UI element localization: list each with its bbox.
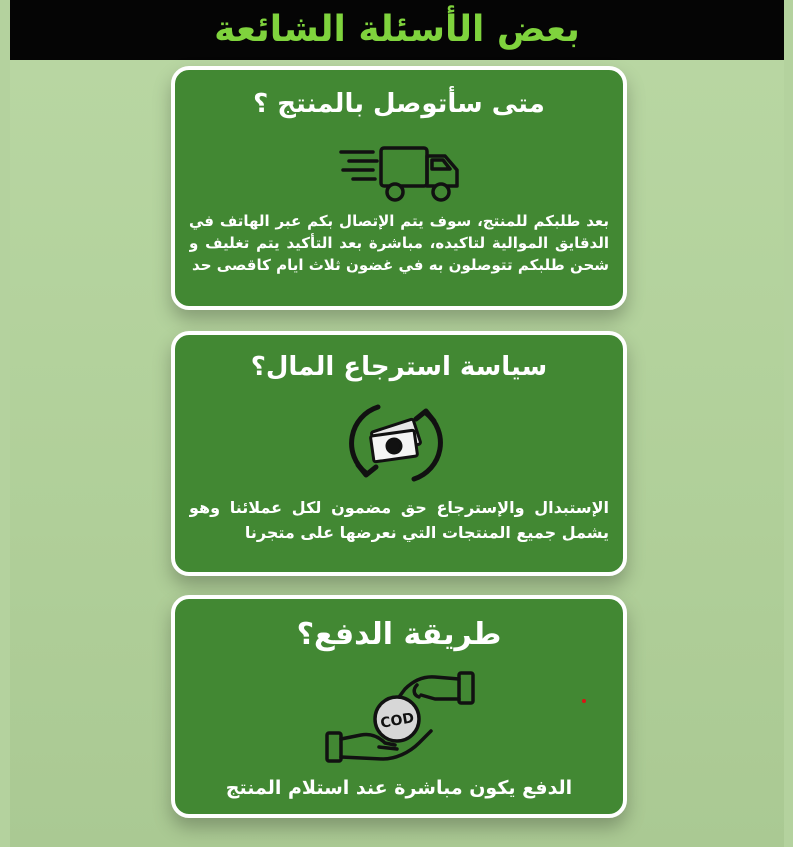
faq-question-refund: سياسة استرجاع المال؟ <box>250 352 548 382</box>
faq-answer-delivery: بعد طلبكم للمنتج، سوف يتم الإتصال بكم عبر الهاتف في الدقايق الموالية لتاكيده، مباشرة بعد التأكيد يتم تغليف و شحن طلبكم تتوصلون به في غضون ثلاث ايام كاقصى حد <box>189 212 609 274</box>
faq-answer-refund: الإستبدال والإسترجاع حق مضمون لكل عملائنا وهو يشمل جميع المنتجات التي نعرضها على متجرنا <box>189 498 609 542</box>
faq-answer-payment: الدفع يكون مباشرة عند استلام المنتج <box>225 777 573 799</box>
faq-card-payment <box>171 595 627 818</box>
faq-page <box>10 0 784 847</box>
page-title: بعض الأسئلة الشائعة <box>214 9 580 50</box>
money-refund-icon <box>348 395 444 491</box>
faq-question-payment: طريقة الدفع؟ <box>296 617 502 652</box>
header-bar <box>10 0 784 60</box>
faq-card-delivery <box>171 66 627 310</box>
faq-card-refund <box>171 331 627 576</box>
delivery-truck-icon <box>339 142 471 206</box>
cod-icon-label: COD <box>379 710 416 732</box>
stray-red-dot <box>582 699 586 703</box>
cash-on-delivery-icon <box>323 671 479 775</box>
faq-question-delivery: متى سأتوصل بالمنتج ؟ <box>253 89 545 119</box>
